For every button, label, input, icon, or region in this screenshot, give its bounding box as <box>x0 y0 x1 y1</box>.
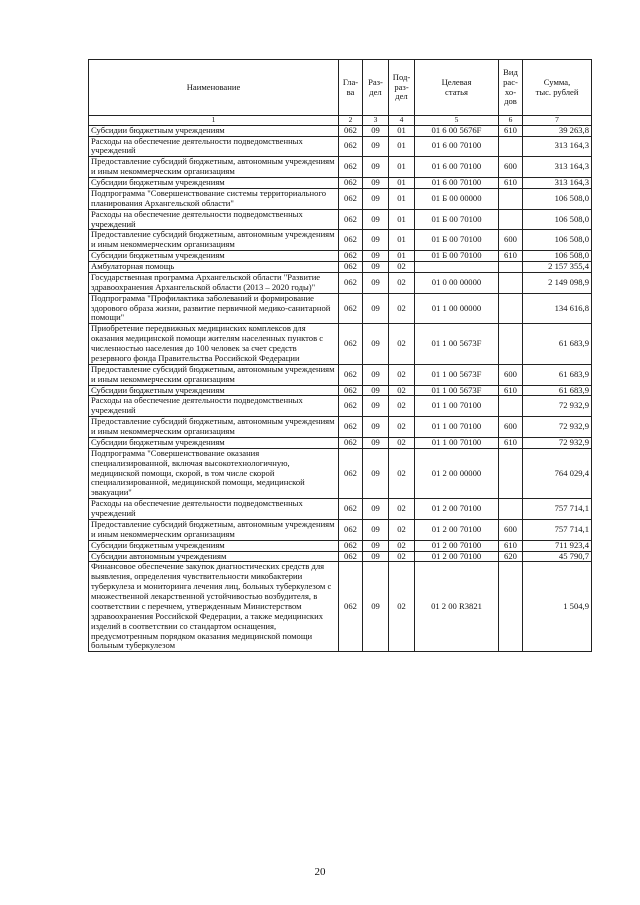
header-expense-type: Вид рас- хо- дов <box>499 60 523 116</box>
row-subsection: 01 <box>389 251 415 262</box>
row-target: 01 1 00 70100 <box>415 437 499 448</box>
row-target: 01 6 00 70100 <box>415 157 499 178</box>
row-subsection: 01 <box>389 157 415 178</box>
row-name: Предоставление субсидий бюджетным, автономным учреждениям и иным некоммерческим организациям <box>89 519 339 540</box>
row-expense-type: 600 <box>499 364 523 385</box>
table-row <box>89 272 592 293</box>
row-chapter: 062 <box>339 293 363 324</box>
row-expense-type: 600 <box>499 519 523 540</box>
row-name: Расходы на обеспечение деятельности подведомственных учреждений <box>89 499 339 520</box>
column-number: 5 <box>415 116 499 126</box>
table-row <box>89 540 592 551</box>
row-target: 01 1 00 5673F <box>415 364 499 385</box>
row-subsection: 02 <box>389 551 415 562</box>
row-sum: 61 683,9 <box>523 385 592 396</box>
row-sum: 72 932,9 <box>523 417 592 438</box>
row-chapter: 062 <box>339 136 363 157</box>
row-name: Финансовое обеспечение закупок диагностических средств для выявления, определения чувствительности микобактерии туберкулеза и мониторинга лечения лиц, больных туберкулезом с множественной лекарственной устойчивостью возбудителя, в соответствии с перечнем, утвержденным Министерством здравоохранения Российской Федерации, а также медицинских изделий в соответствии со стандартом оснащения, предусмотренным порядком оказания медицинской помощи больным туберкулезом <box>89 562 339 652</box>
column-number: 7 <box>523 116 592 126</box>
row-subsection: 02 <box>389 293 415 324</box>
row-section: 09 <box>363 551 389 562</box>
row-chapter: 062 <box>339 364 363 385</box>
row-subsection: 01 <box>389 125 415 136</box>
row-expense-type <box>499 262 523 273</box>
row-expense-type: 610 <box>499 540 523 551</box>
table-row <box>89 251 592 262</box>
row-name: Подпрограмма "Совершенствование системы территориального планирования Архангельской области" <box>89 188 339 209</box>
row-expense-type <box>499 324 523 365</box>
row-expense-type: 600 <box>499 157 523 178</box>
row-target: 01 1 00 70100 <box>415 417 499 438</box>
row-subsection: 02 <box>389 540 415 551</box>
row-sum: 72 932,9 <box>523 437 592 448</box>
row-section: 09 <box>363 437 389 448</box>
budget-table <box>88 59 592 652</box>
row-expense-type <box>499 396 523 417</box>
row-sum: 313 164,3 <box>523 178 592 189</box>
row-expense-type <box>499 562 523 652</box>
row-name: Расходы на обеспечение деятельности подведомственных учреждений <box>89 136 339 157</box>
row-chapter: 062 <box>339 230 363 251</box>
column-number: 2 <box>339 116 363 126</box>
row-section: 09 <box>363 188 389 209</box>
table-row <box>89 262 592 273</box>
row-subsection: 02 <box>389 448 415 498</box>
header-name: Наименование <box>89 60 339 116</box>
table-row <box>89 519 592 540</box>
table-row <box>89 499 592 520</box>
header-section: Раз- дел <box>363 60 389 116</box>
row-target: 01 Б 00 00000 <box>415 188 499 209</box>
column-number: 1 <box>89 116 339 126</box>
row-target: 01 6 00 70100 <box>415 178 499 189</box>
row-sum: 2 149 098,9 <box>523 272 592 293</box>
row-section: 09 <box>363 272 389 293</box>
table-row <box>89 209 592 230</box>
row-chapter: 062 <box>339 157 363 178</box>
row-expense-type: 610 <box>499 251 523 262</box>
row-expense-type <box>499 499 523 520</box>
row-target: 01 6 00 5676F <box>415 125 499 136</box>
row-expense-type: 600 <box>499 230 523 251</box>
header-subsection: Под- раз- дел <box>389 60 415 116</box>
row-chapter: 062 <box>339 262 363 273</box>
row-sum: 313 164,3 <box>523 136 592 157</box>
row-chapter: 062 <box>339 562 363 652</box>
row-chapter: 062 <box>339 417 363 438</box>
row-expense-type: 620 <box>499 551 523 562</box>
row-target: 01 2 00 R3821 <box>415 562 499 652</box>
row-name: Подпрограмма "Профилактика заболеваний и формирование здорового образа жизни, развитие первичной медико-санитарной помощи" <box>89 293 339 324</box>
row-chapter: 062 <box>339 188 363 209</box>
row-section: 09 <box>363 540 389 551</box>
row-target: 01 Б 00 70100 <box>415 251 499 262</box>
row-sum: 764 029,4 <box>523 448 592 498</box>
row-chapter: 062 <box>339 448 363 498</box>
row-sum: 106 508,0 <box>523 209 592 230</box>
column-number: 4 <box>389 116 415 126</box>
row-chapter: 062 <box>339 324 363 365</box>
row-subsection: 02 <box>389 519 415 540</box>
row-section: 09 <box>363 385 389 396</box>
row-target: 01 1 00 70100 <box>415 396 499 417</box>
table-row <box>89 551 592 562</box>
row-target: 01 2 00 00000 <box>415 448 499 498</box>
row-chapter: 062 <box>339 125 363 136</box>
row-name: Субсидии бюджетным учреждениям <box>89 125 339 136</box>
row-section: 09 <box>363 125 389 136</box>
column-number: 3 <box>363 116 389 126</box>
row-chapter: 062 <box>339 519 363 540</box>
row-section: 09 <box>363 519 389 540</box>
header-target: Целевая статья <box>415 60 499 116</box>
row-target: 01 1 00 5673F <box>415 385 499 396</box>
row-section: 09 <box>363 136 389 157</box>
header-chapter: Гла- ва <box>339 60 363 116</box>
table-row <box>89 230 592 251</box>
row-target: 01 2 00 70100 <box>415 519 499 540</box>
table-row <box>89 448 592 498</box>
row-name: Субсидии бюджетным учреждениям <box>89 540 339 551</box>
row-name: Расходы на обеспечение деятельности подведомственных учреждений <box>89 396 339 417</box>
page-number: 20 <box>314 866 326 878</box>
column-number-row <box>89 116 592 126</box>
row-expense-type <box>499 188 523 209</box>
row-subsection: 02 <box>389 396 415 417</box>
row-expense-type: 600 <box>499 417 523 438</box>
table-row <box>89 125 592 136</box>
table-row <box>89 385 592 396</box>
row-name: Субсидии бюджетным учреждениям <box>89 251 339 262</box>
row-chapter: 062 <box>339 540 363 551</box>
table-row <box>89 437 592 448</box>
row-target: 01 2 00 70100 <box>415 551 499 562</box>
row-section: 09 <box>363 178 389 189</box>
row-expense-type <box>499 136 523 157</box>
row-sum: 757 714,1 <box>523 499 592 520</box>
row-name: Предоставление субсидий бюджетным, автономным учреждениям и иным некоммерческим организациям <box>89 417 339 438</box>
row-sum: 106 508,0 <box>523 251 592 262</box>
row-section: 09 <box>363 417 389 438</box>
row-expense-type <box>499 272 523 293</box>
row-chapter: 062 <box>339 551 363 562</box>
row-sum: 72 932,9 <box>523 396 592 417</box>
row-chapter: 062 <box>339 209 363 230</box>
row-chapter: 062 <box>339 396 363 417</box>
row-name: Приобретение передвижных медицинских комплексов для оказания медицинской помощи жителям населенных пунктов с численностью населения до 100 человек за счет средств резервного фонда Правительства Российской Федерации <box>89 324 339 365</box>
row-target <box>415 262 499 273</box>
row-chapter: 062 <box>339 272 363 293</box>
row-subsection: 01 <box>389 230 415 251</box>
row-name: Субсидии бюджетным учреждениям <box>89 178 339 189</box>
row-subsection: 02 <box>389 262 415 273</box>
row-section: 09 <box>363 262 389 273</box>
row-sum: 106 508,0 <box>523 230 592 251</box>
row-name: Предоставление субсидий бюджетным, автономным учреждениям и иным некоммерческим организациям <box>89 230 339 251</box>
row-sum: 61 683,9 <box>523 324 592 365</box>
row-sum: 61 683,9 <box>523 364 592 385</box>
row-subsection: 01 <box>389 188 415 209</box>
row-section: 09 <box>363 562 389 652</box>
row-subsection: 01 <box>389 178 415 189</box>
row-section: 09 <box>363 364 389 385</box>
table-row <box>89 324 592 365</box>
row-name: Амбулаторная помощь <box>89 262 339 273</box>
row-name: Предоставление субсидий бюджетным, автономным учреждениям и иным некоммерческим организациям <box>89 157 339 178</box>
row-section: 09 <box>363 448 389 498</box>
row-target: 01 2 00 70100 <box>415 540 499 551</box>
table-row <box>89 157 592 178</box>
row-section: 09 <box>363 499 389 520</box>
row-subsection: 01 <box>389 209 415 230</box>
row-target: 01 1 00 5673F <box>415 324 499 365</box>
row-sum: 1 504,9 <box>523 562 592 652</box>
row-chapter: 062 <box>339 251 363 262</box>
row-expense-type: 610 <box>499 125 523 136</box>
row-subsection: 02 <box>389 324 415 365</box>
row-target: 01 Б 00 70100 <box>415 209 499 230</box>
row-section: 09 <box>363 396 389 417</box>
table-body <box>89 125 592 652</box>
row-name: Подпрограмма "Совершенствование оказания специализированной, включая высокотехнологичную, медицинской помощи, скорой, в том числе скорой специализированной, медицинской помощи, медицинской эвакуации" <box>89 448 339 498</box>
row-subsection: 02 <box>389 272 415 293</box>
row-section: 09 <box>363 293 389 324</box>
row-target: 01 6 00 70100 <box>415 136 499 157</box>
row-target: 01 Б 00 70100 <box>415 230 499 251</box>
row-subsection: 02 <box>389 385 415 396</box>
row-chapter: 062 <box>339 499 363 520</box>
row-chapter: 062 <box>339 178 363 189</box>
row-name: Предоставление субсидий бюджетным, автономным учреждениям и иным некоммерческим организациям <box>89 364 339 385</box>
row-section: 09 <box>363 251 389 262</box>
table-row <box>89 417 592 438</box>
row-sum: 711 923,4 <box>523 540 592 551</box>
row-subsection: 02 <box>389 562 415 652</box>
row-expense-type: 610 <box>499 385 523 396</box>
row-sum: 2 157 355,4 <box>523 262 592 273</box>
row-sum: 134 616,8 <box>523 293 592 324</box>
row-name: Субсидии бюджетным учреждениям <box>89 385 339 396</box>
row-sum: 39 263,8 <box>523 125 592 136</box>
table-row <box>89 188 592 209</box>
row-target: 01 2 00 70100 <box>415 499 499 520</box>
row-name: Государственная программа Архангельской области "Развитие здравоохранения Архангельской области (2013 – 2020 годы)" <box>89 272 339 293</box>
row-name: Субсидии автономным учреждениям <box>89 551 339 562</box>
row-sum: 757 714,1 <box>523 519 592 540</box>
row-target: 01 0 00 00000 <box>415 272 499 293</box>
row-chapter: 062 <box>339 385 363 396</box>
row-expense-type <box>499 448 523 498</box>
row-chapter: 062 <box>339 437 363 448</box>
row-section: 09 <box>363 157 389 178</box>
row-sum: 313 164,3 <box>523 157 592 178</box>
row-name: Субсидии бюджетным учреждениям <box>89 437 339 448</box>
table-row <box>89 293 592 324</box>
row-expense-type <box>499 293 523 324</box>
row-target: 01 1 00 00000 <box>415 293 499 324</box>
row-section: 09 <box>363 230 389 251</box>
row-subsection: 01 <box>389 136 415 157</box>
row-section: 09 <box>363 324 389 365</box>
row-expense-type: 610 <box>499 437 523 448</box>
row-subsection: 02 <box>389 499 415 520</box>
row-subsection: 02 <box>389 437 415 448</box>
table-row <box>89 396 592 417</box>
table-row <box>89 562 592 652</box>
header-sum: Сумма, тыс. рублей <box>523 60 592 116</box>
row-section: 09 <box>363 209 389 230</box>
row-name: Расходы на обеспечение деятельности подведомственных учреждений <box>89 209 339 230</box>
row-sum: 45 790,7 <box>523 551 592 562</box>
table-row <box>89 178 592 189</box>
row-subsection: 02 <box>389 417 415 438</box>
row-expense-type <box>499 209 523 230</box>
row-sum: 106 508,0 <box>523 188 592 209</box>
column-number: 6 <box>499 116 523 126</box>
table-row <box>89 364 592 385</box>
table-header-row <box>89 60 592 116</box>
row-expense-type: 610 <box>499 178 523 189</box>
row-subsection: 02 <box>389 364 415 385</box>
table-row <box>89 136 592 157</box>
